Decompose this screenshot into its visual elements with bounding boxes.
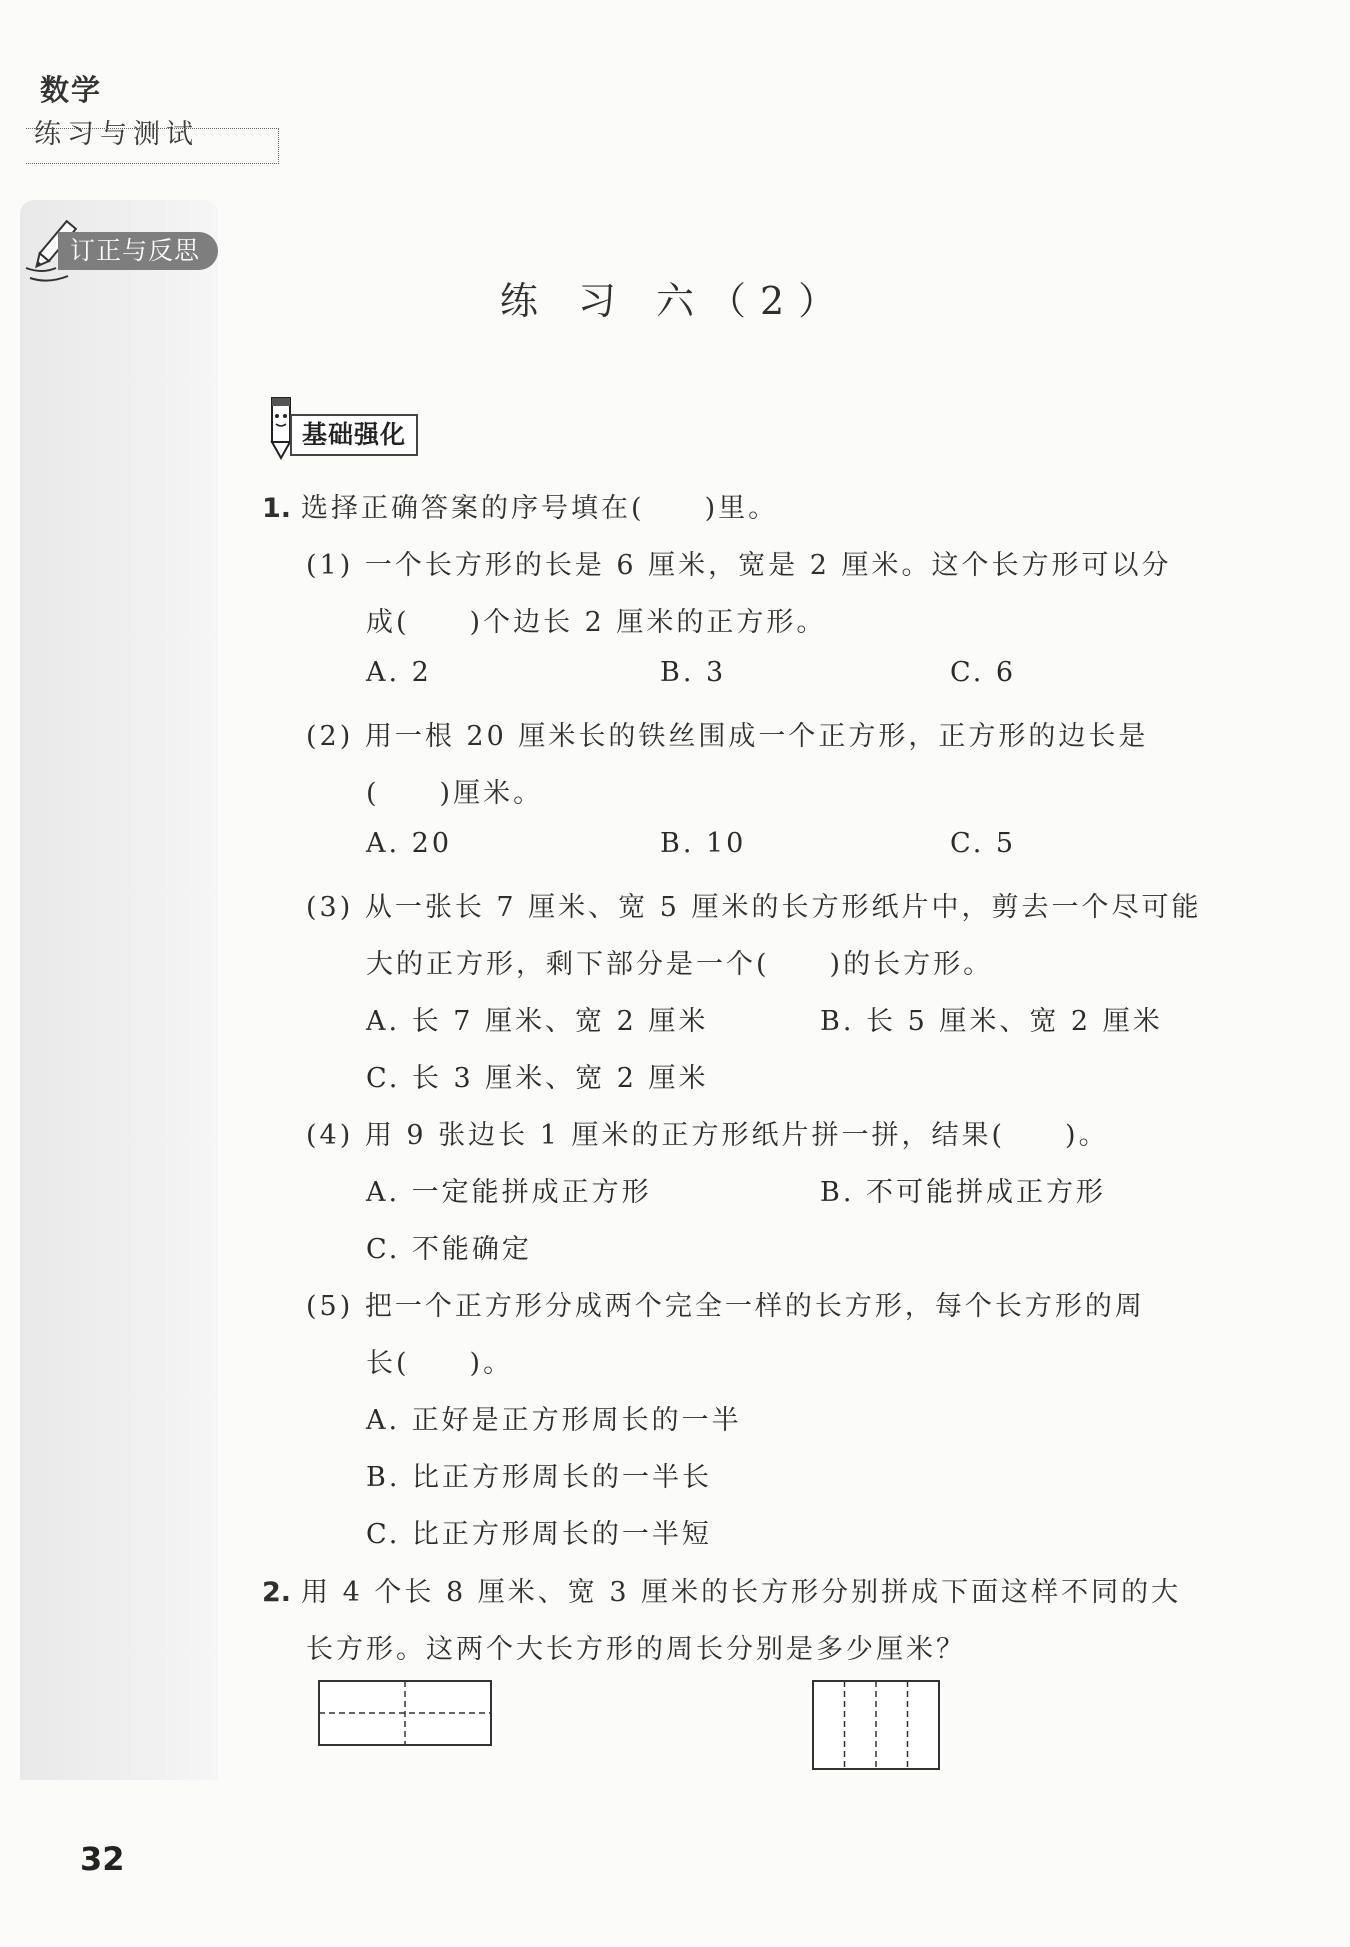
option-2a[interactable]: A. 20 (366, 828, 453, 859)
option-5c[interactable]: C. 比正方形周长的一半短 (366, 1519, 712, 1550)
subquestion-3-line-1: (3) 从一张长 7 厘米、宽 5 厘米的长方形纸片中，剪去一个尽可能 (306, 892, 1202, 923)
figure-rectangle-4-columns (812, 1680, 942, 1772)
subquestion-2-line-2: ( )厘米。 (366, 778, 544, 809)
subquestion-5-line-2: 长( )。 (366, 1348, 514, 1379)
option-4b[interactable]: B. 不可能拼成正方形 (820, 1177, 1107, 1208)
question-number: 2. (262, 1577, 292, 1608)
option-4c[interactable]: C. 不能确定 (366, 1234, 532, 1265)
subquestion-3-line-2: 大的正方形，剩下部分是一个( )的长方形。 (366, 949, 994, 980)
correction-tab: 订正与反思 (58, 232, 218, 270)
subtitle-dotted-frame (26, 128, 279, 164)
subquestion-5-line-1: (5) 把一个正方形分成两个完全一样的长方形，每个长方形的周 (306, 1291, 1145, 1322)
subquestion-2-line-1: (2) 用一根 20 厘米长的铁丝围成一个正方形，正方形的边长是 (306, 721, 1149, 752)
question-text: 用 4 个长 8 厘米、宽 3 厘米的长方形分别拼成下面这样不同的大 (301, 1577, 1182, 1608)
section-badge: 基础强化 (290, 414, 418, 456)
option-5b[interactable]: B. 比正方形周长的一半长 (366, 1462, 713, 1493)
option-2b[interactable]: B. 10 (660, 828, 747, 859)
option-2c[interactable]: C. 5 (950, 828, 1017, 859)
figure-rectangle-2x2 (318, 1680, 494, 1748)
question-2-line-2: 长方形。这两个大长方形的周长分别是多少厘米？ (306, 1634, 966, 1665)
correction-margin (20, 200, 218, 1780)
question-number: 1. (262, 493, 292, 524)
subquestion-4-line-1: (4) 用 9 张边长 1 厘米的正方形纸片拼一拼，结果( )。 (306, 1120, 1109, 1151)
question-text: 选择正确答案的序号填在( )里。 (301, 493, 779, 524)
page-number: 32 (80, 1840, 125, 1878)
question-1-prompt (262, 486, 778, 525)
option-1c[interactable]: C. 6 (950, 657, 1017, 688)
option-3a[interactable]: A. 长 7 厘米、宽 2 厘米 (366, 1006, 709, 1037)
option-4a[interactable]: A. 一定能拼成正方形 (366, 1177, 652, 1208)
subquestion-1-line-1: (1) 一个长方形的长是 6 厘米，宽是 2 厘米。这个长方形可以分 (306, 550, 1172, 581)
subquestion-1-line-2: 成( )个边长 2 厘米的正方形。 (366, 607, 827, 638)
book-subtitle: 练习与测试 (34, 119, 199, 150)
question-2-line-1 (262, 1570, 1181, 1609)
option-1b[interactable]: B. 3 (660, 657, 727, 688)
exercise-title: 练 习 六（2） (499, 279, 851, 323)
option-3b[interactable]: B. 长 5 厘米、宽 2 厘米 (820, 1006, 1163, 1037)
option-5a[interactable]: A. 正好是正方形周长的一半 (366, 1405, 742, 1436)
option-3c[interactable]: C. 长 3 厘米、宽 2 厘米 (366, 1063, 709, 1094)
option-1a[interactable]: A. 2 (366, 657, 432, 688)
book-title: 数学 (40, 73, 103, 107)
